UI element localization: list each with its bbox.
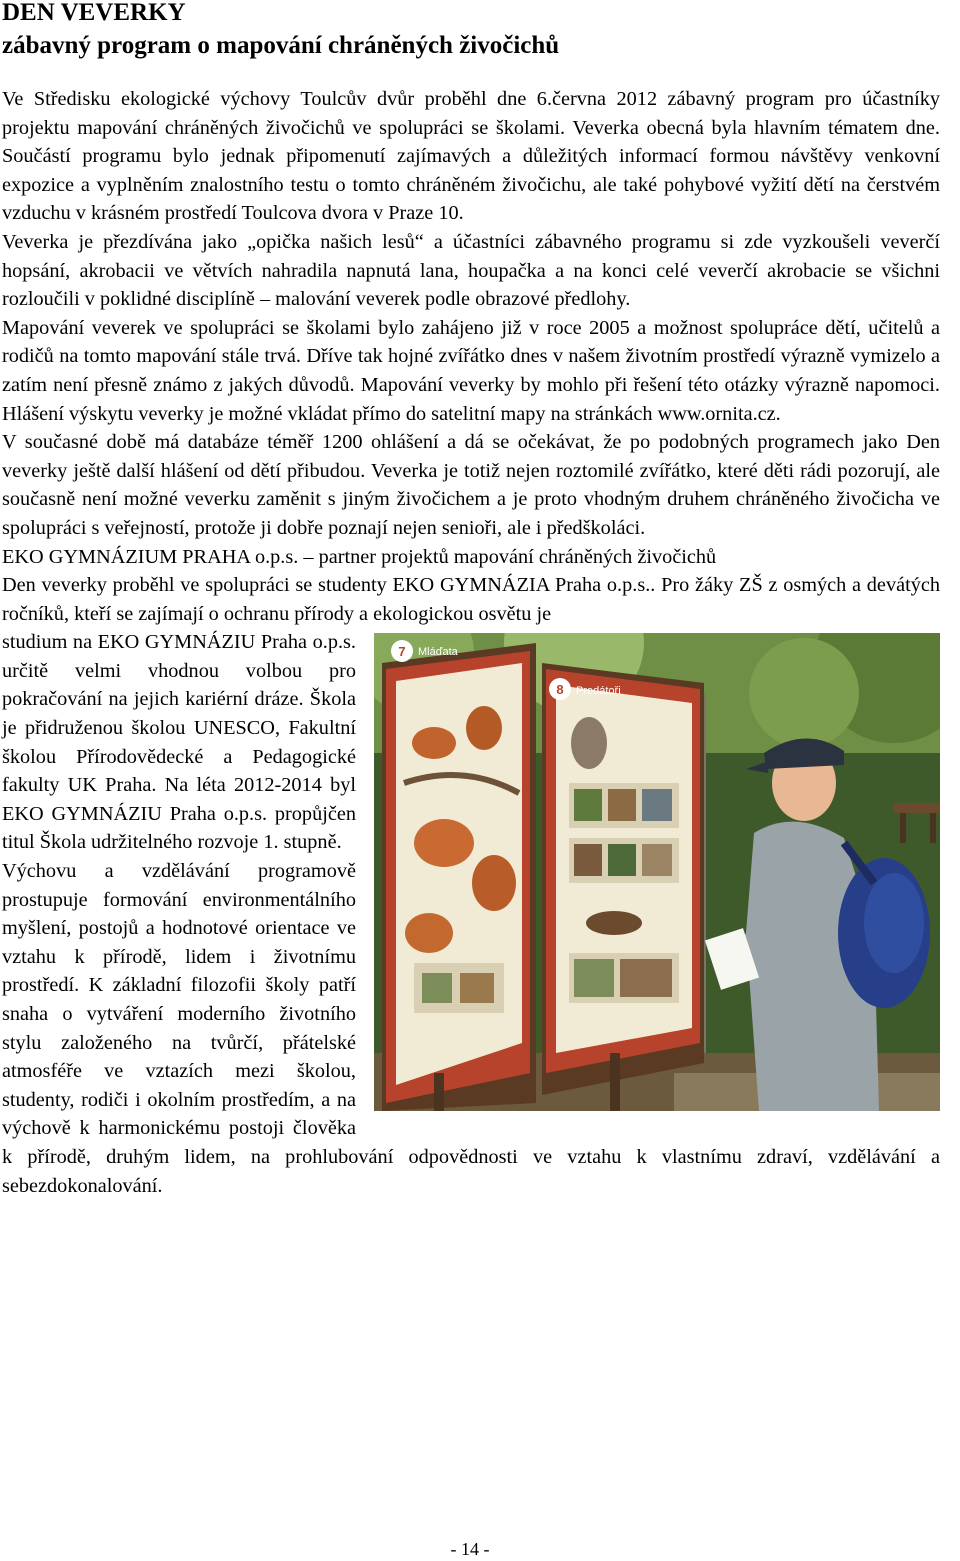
paragraph-school-intro: Den veverky proběhl ve spolupráci se studenty EKO GYMNÁZIA Praha o.p.s.. Pro žáky ZŠ z osmých a devátých ročníků, kteří se zajímají o ochranu přírody a ekologickou osvětu je xyxy=(2,574,940,625)
panel-left-number: 7 xyxy=(398,644,406,660)
panel-right-title: Predátoři xyxy=(576,685,621,698)
paragraph-intro: Ve Středisku ekologické výchovy Toulcův dvůr proběhl dne 6.června 2012 zábavný program pro účastníky projektu mapování chráněných živočichů ve spolupráci se školami. Veverka obecná byla hlavním tématem dne. Součástí programu bylo jednak připomenutí zajímavých a důležitých informací formou návštěvy venkovní expozice a vyplněním znalostního testu o tomto chráněném živočichu, ale také pohybové vyžití dětí na čerstvém vzduchu v krásném prostředí Toulcova dvora v Praze 10. xyxy=(2,88,940,225)
article-title xyxy=(2,0,942,62)
paragraph-partner-heading: EKO GYMNÁZIUM PRAHA o.p.s. – partner projektů mapování chráněných živočichů xyxy=(2,545,717,568)
panel-right-number: 8 xyxy=(556,682,564,698)
paragraph-database: V současné době má databáze téměř 1200 ohlášení a dá se očekávat, že po podobných programech jako Den veverky ještě další hlášení od dětí přibudou. Veverka je totiž nejen roztomilé zvířátko, které děti rádi pozorují, ale současně není možné veverku zaměnit s jiným živočichem a je proto vhodným druhem chráněného živočicha ve spolupráci s veřejností, protože ji dobře poznají nejen senioři, ale i předškoláci. xyxy=(2,431,940,539)
page-number: - 14 - xyxy=(450,1539,490,1559)
paragraph-school-philosophy: Výchovu a vzdělávání programově prostupuje formování environmentálního myšlení, postojů a hodnotové orientace ve vztahu k přírodě, lidem i životnímu prostředí. K základní filozofii školy patří snaha o vytváření moderního životního stylu založeného na tvůrčí, přátelské atmosféře ve vztazích mezi školou, studenty, rodiči i okolním prostředím, a na výchově k harmonickému postoji člověka k přírodě, druhým lidem, na prohlubování odpovědnosti ve vztahu k vlastnímu zdraví, vzdělávání a sebezdokonalování. xyxy=(2,860,940,1197)
paragraph-mapping: Mapování veverek ve spolupráci se školami bylo zahájeno již v roce 2005 a možnost spolupráce dětí, učitelů a rodičů na tomto mapování stále trvá. Dříve tak hojné zvířátko dnes v našem životním prostředí výrazně vymizelo a zatím není přesně známo z jakých důvodů. Mapování veverky by mohlo při řešení této otázky výrazně napomoci. Hlášení výskytu veverky je možné vkládat přímo do satelitní mapy na stránkách www.ornita.cz. xyxy=(2,316,940,425)
article-body xyxy=(2,85,940,1200)
title-subtitle: zábavný program o mapování chráněných živočichů xyxy=(2,32,560,59)
panel-left-title: Mláďata xyxy=(418,646,458,659)
paragraph-school-details: studium na EKO GYMNÁZIU Praha o.p.s. určitě velmi vhodnou volbou pro pokračování na jejich kariérní dráze. Škola je přidruženou školou UNESCO, Fakultní školou Přírodovědecké a Pedagogické fakulty UK Praha. Na léta 2012-2014 byl EKO GYMNÁZIU Praha o.p.s. propůjčen titul Škola udržitelného rozvoje 1. stupně. xyxy=(2,631,356,854)
exhibit-photo xyxy=(374,633,940,1111)
title-main: DEN VEVERKY xyxy=(2,0,186,26)
paragraph-program: Veverka je přezdívána jako „opička našich lesů“ a účastníci zábavného programu si zde vyzkoušeli veverčí hopsání, akrobacii ve větvích nahradila napnutá lana, houpačka a na konci celé veverčí akrobacie se všichni rozloučili v poklidné disciplíně – malování veverek podle obrazové předlohy. xyxy=(2,230,940,311)
